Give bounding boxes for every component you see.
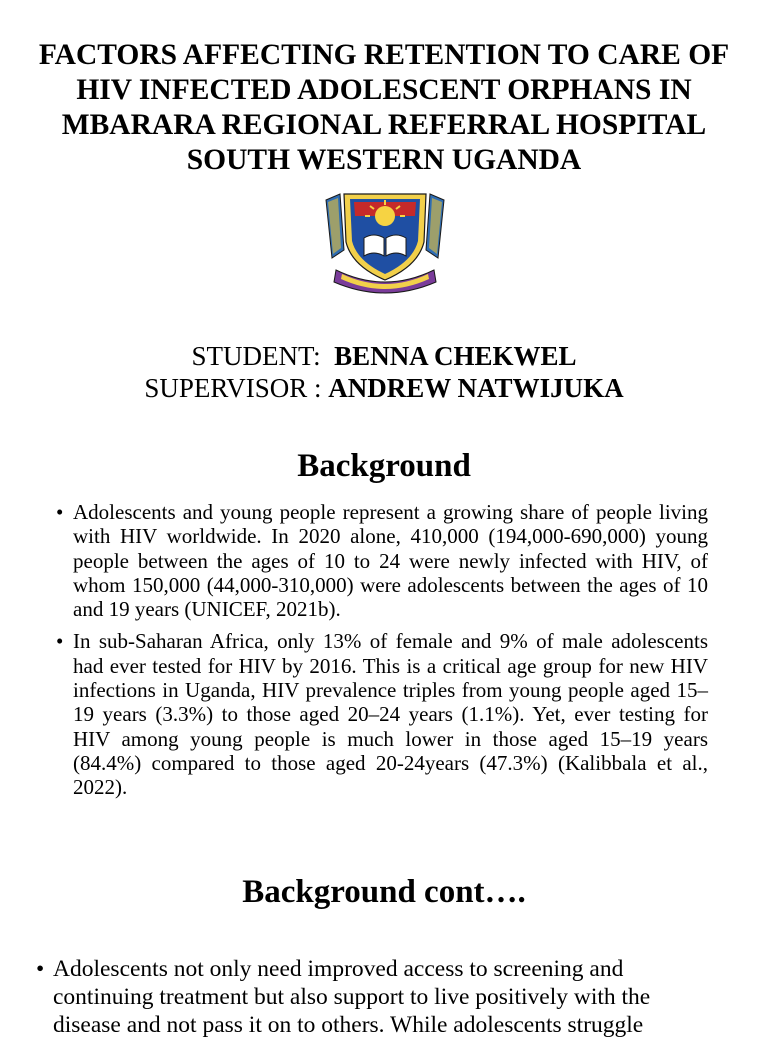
student-name: BENNA CHEKWEL (334, 341, 577, 371)
document-title: FACTORS AFFECTING RETENTION TO CARE OF HIV INFECTED ADOLESCENT ORPHANS IN MBARARA REGIONAL REFERRAL HOSPITAL SOUTH WESTERN UGANDA (38, 39, 730, 176)
supervisor-line (0, 372, 768, 404)
supervisor-name: ANDREW NATWIJUKA (328, 373, 624, 403)
background-cont-list (36, 955, 716, 1039)
background-cont-heading: Background cont…. (242, 874, 526, 910)
background-heading: Background (297, 448, 471, 484)
crest-emblem (318, 186, 452, 298)
list-item: • Adolescents and young people represent a growing share of people living with HIV worldwide. In 2020 alone, 410,000 (194,000-690,000) young people between the ages of 10 to 24 were newly infected with HIV, of whom 150,000 (44,000-310,000) were adolescents between the ages of 10 and 19 years (UNICEF, 2021b). (56, 500, 708, 621)
background-list (56, 500, 708, 808)
list-item: • In sub-Saharan Africa, only 13% of female and 9% of male adolescents had ever tested for HIV by 2016. This is a critical age group for new HIV infections in Uganda, HIV prevalence triples from young people aged 15–19 years (3.3%) to those aged 20–24 years (1.1%). Yet, ever testing for HIV among young people is much lower in those aged 15–19 years (84.4%) compared to those aged 20-24years (47.3%) (Kalibbala et al., 2022). (56, 629, 708, 799)
supervisor-label: SUPERVISOR : (144, 373, 322, 403)
list-item: • Adolescents not only need improved access to screening and continuing treatment but also support to live positively with the disease and not pass it on to others. While adolescents struggle (36, 955, 716, 1039)
student-label: STUDENT: (191, 341, 321, 371)
student-line (0, 340, 768, 372)
people-block (0, 340, 768, 404)
